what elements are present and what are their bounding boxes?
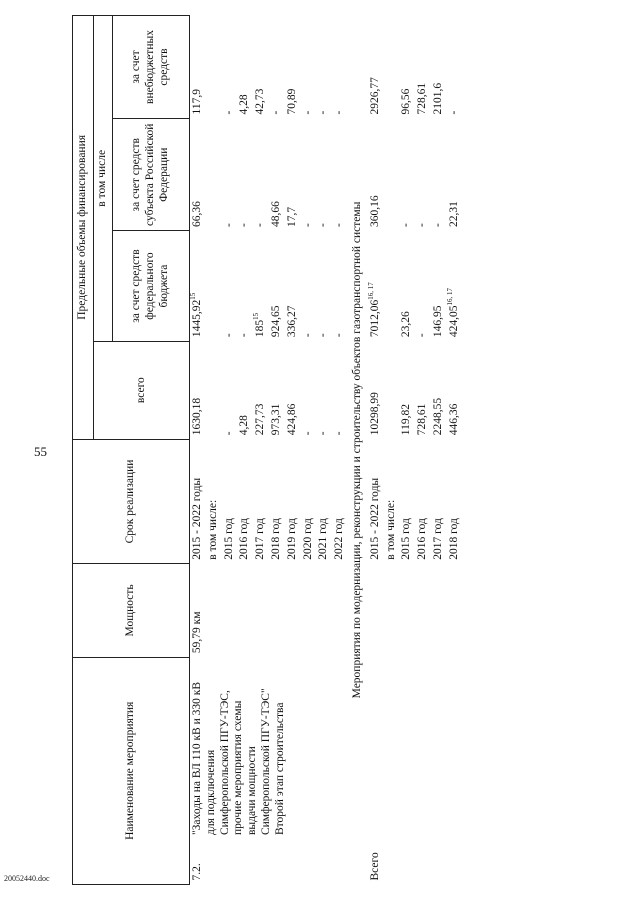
period-cell: 2015 год xyxy=(222,518,235,560)
regional-cell: - xyxy=(301,223,314,227)
item-name-line: Симферопольской ПГУ-ТЭС" xyxy=(259,688,272,836)
total-cell: 424,86 xyxy=(285,403,298,436)
period-cell: 2015 - 2022 годы xyxy=(368,477,381,560)
item-number: 7.2. xyxy=(191,863,203,881)
extrabudget-cell: - xyxy=(333,110,346,115)
page-number: 55 xyxy=(34,444,47,459)
period-cell: 2016 год xyxy=(238,518,251,560)
federal-cell xyxy=(368,231,384,341)
period-cell: 2017 год xyxy=(431,518,444,560)
extrabudget-cell: 2926,77 xyxy=(368,77,381,115)
table-row xyxy=(368,16,384,885)
header-name: Наименование мероприятия xyxy=(73,657,190,884)
total-cell xyxy=(384,341,400,439)
federal-value: 924,65 xyxy=(269,305,282,338)
item-name-line: Второй этап строительства xyxy=(273,702,286,836)
regional-cell: 22,31 xyxy=(447,201,460,227)
federal-value: 424,05 xyxy=(447,305,460,338)
total-power-empty xyxy=(368,564,463,657)
total-body xyxy=(368,16,463,885)
item-name-line: выдачи мощности xyxy=(246,746,259,836)
federal-cell xyxy=(415,231,431,341)
period-cell: в том числе: xyxy=(384,499,397,560)
regional-cell xyxy=(384,119,400,232)
total-cell: 4,28 xyxy=(238,415,251,436)
extrabudget-cell: - xyxy=(301,110,314,115)
section-title: Мероприятия по модернизации, реконструкции и строительству объектов газотранспортной системы xyxy=(350,201,363,699)
regional-cell: - xyxy=(317,223,330,227)
extrabudget-cell: - xyxy=(222,110,235,115)
total-cell: 728,61 xyxy=(416,403,429,436)
extrabudget-cell: 728,61 xyxy=(416,82,429,115)
period-cell: в том числе: xyxy=(206,499,219,560)
regional-cell: 48,66 xyxy=(269,201,282,227)
footnote-mark: 15 xyxy=(252,312,261,320)
header-federal: за счет средств федерального бюджета xyxy=(113,231,190,341)
federal-value: - xyxy=(416,333,429,338)
footnote-mark: 16, 17 xyxy=(366,282,375,300)
federal-cell xyxy=(431,231,447,341)
federal-cell xyxy=(269,231,285,341)
federal-cell xyxy=(222,231,238,341)
period-cell: 2016 год xyxy=(416,518,429,560)
item-name xyxy=(190,657,348,839)
header-regional: за счет средств субъекта Российской Федерации xyxy=(113,119,190,232)
item-name-line: "Заходы на ВЛ 110 кВ и 330 кВ xyxy=(191,682,203,836)
federal-cell xyxy=(399,231,415,341)
extrabudget-cell: 96,56 xyxy=(400,88,413,115)
federal-cell xyxy=(316,231,332,341)
regional-cell: 360,16 xyxy=(368,195,381,227)
extrabudget-cell: - xyxy=(317,110,330,115)
federal-value: - xyxy=(301,333,314,338)
header-funding-group: Предельные объемы финансирования xyxy=(73,16,94,440)
federal-value: - xyxy=(317,333,330,338)
federal-cell xyxy=(237,231,253,341)
total-cell: 227,73 xyxy=(254,403,267,436)
section-row xyxy=(348,16,368,885)
period-cell: 2022 год xyxy=(333,518,346,560)
total-cell: 2248,55 xyxy=(431,397,444,436)
federal-value: 336,27 xyxy=(285,305,298,338)
federal-value: - xyxy=(333,333,346,338)
extrabudget-cell: - xyxy=(269,110,282,115)
federal-value: 1445,92 xyxy=(191,299,203,338)
federal-cell xyxy=(285,231,301,341)
funding-table xyxy=(72,15,463,885)
item-body xyxy=(190,16,348,885)
extrabudget-cell xyxy=(206,16,222,119)
federal-value: 7012,06 xyxy=(368,299,381,338)
item-power: 59,79 км xyxy=(191,611,203,654)
item-name-line: для подключения xyxy=(204,749,217,836)
extrabudget-cell: 2101,6 xyxy=(431,82,444,115)
regional-cell: - xyxy=(254,223,267,227)
federal-cell xyxy=(206,231,222,341)
footnote-mark: 16, 17 xyxy=(445,287,454,306)
total-cell: 973,31 xyxy=(269,403,282,436)
header-total: всего xyxy=(94,341,190,439)
total-cell: - xyxy=(301,431,314,436)
regional-cell: - xyxy=(238,223,251,227)
total-label: Всего xyxy=(368,852,381,881)
item-name-line: прочие мероприятия схемы xyxy=(232,700,245,836)
regional-cell: 66,36 xyxy=(191,201,203,227)
total-cell xyxy=(206,341,222,439)
total-cell: - xyxy=(222,431,235,436)
funding-table-sheet xyxy=(72,15,492,885)
federal-value: - xyxy=(238,333,251,338)
total-cell: - xyxy=(317,431,330,436)
federal-cell xyxy=(253,231,269,341)
extrabudget-cell: - xyxy=(447,110,460,115)
period-cell: 2015 год xyxy=(400,518,413,560)
period-cell: 2015 - 2022 годы xyxy=(191,477,203,560)
extrabudget-cell xyxy=(384,16,400,119)
header-power: Мощность xyxy=(73,564,190,657)
item-name-line: Симферопольской ПГУ-ТЭС, xyxy=(218,690,231,836)
period-cell: 2017 год xyxy=(254,518,267,560)
header-extrabudget: за счет внебюджетных средств xyxy=(113,16,190,119)
federal-value: 185 xyxy=(254,319,267,338)
regional-cell xyxy=(206,119,222,232)
extrabudget-cell: 117,9 xyxy=(191,89,203,115)
total-cell: 446,36 xyxy=(447,403,460,436)
federal-cell xyxy=(384,231,400,341)
period-cell: 2018 год xyxy=(447,518,460,560)
period-cell: 2020 год xyxy=(301,518,314,560)
federal-value: 146,95 xyxy=(431,305,444,338)
total-cell: 119,82 xyxy=(400,404,413,436)
document-code: 20052440.doc xyxy=(4,874,50,883)
regional-cell: - xyxy=(333,223,346,227)
period-cell: 2018 год xyxy=(269,518,282,560)
regional-cell: - xyxy=(416,223,429,227)
regional-cell: - xyxy=(431,223,444,227)
regional-cell: - xyxy=(400,223,413,227)
federal-cell xyxy=(301,231,317,341)
header-including: в том числе xyxy=(94,16,113,342)
extrabudget-cell: 70,89 xyxy=(285,88,298,115)
period-cell: 2021 год xyxy=(317,518,330,560)
period-cell: 2019 год xyxy=(285,518,298,560)
federal-cell xyxy=(190,231,206,341)
federal-value: - xyxy=(222,333,235,338)
extrabudget-cell: 4,28 xyxy=(238,94,251,115)
total-cell: 1630,18 xyxy=(191,397,203,436)
footnote-mark: 15 xyxy=(189,292,198,300)
regional-cell: - xyxy=(222,223,235,227)
federal-cell xyxy=(447,231,463,341)
header-period: Срок реализации xyxy=(73,439,190,563)
table-row xyxy=(190,16,206,885)
total-cell: - xyxy=(333,431,346,436)
extrabudget-cell: 42,73 xyxy=(254,88,267,115)
total-cell: 10298,99 xyxy=(368,392,381,436)
regional-cell: 17,7 xyxy=(285,206,298,227)
federal-cell xyxy=(332,231,348,341)
federal-value: 23,26 xyxy=(400,311,413,338)
